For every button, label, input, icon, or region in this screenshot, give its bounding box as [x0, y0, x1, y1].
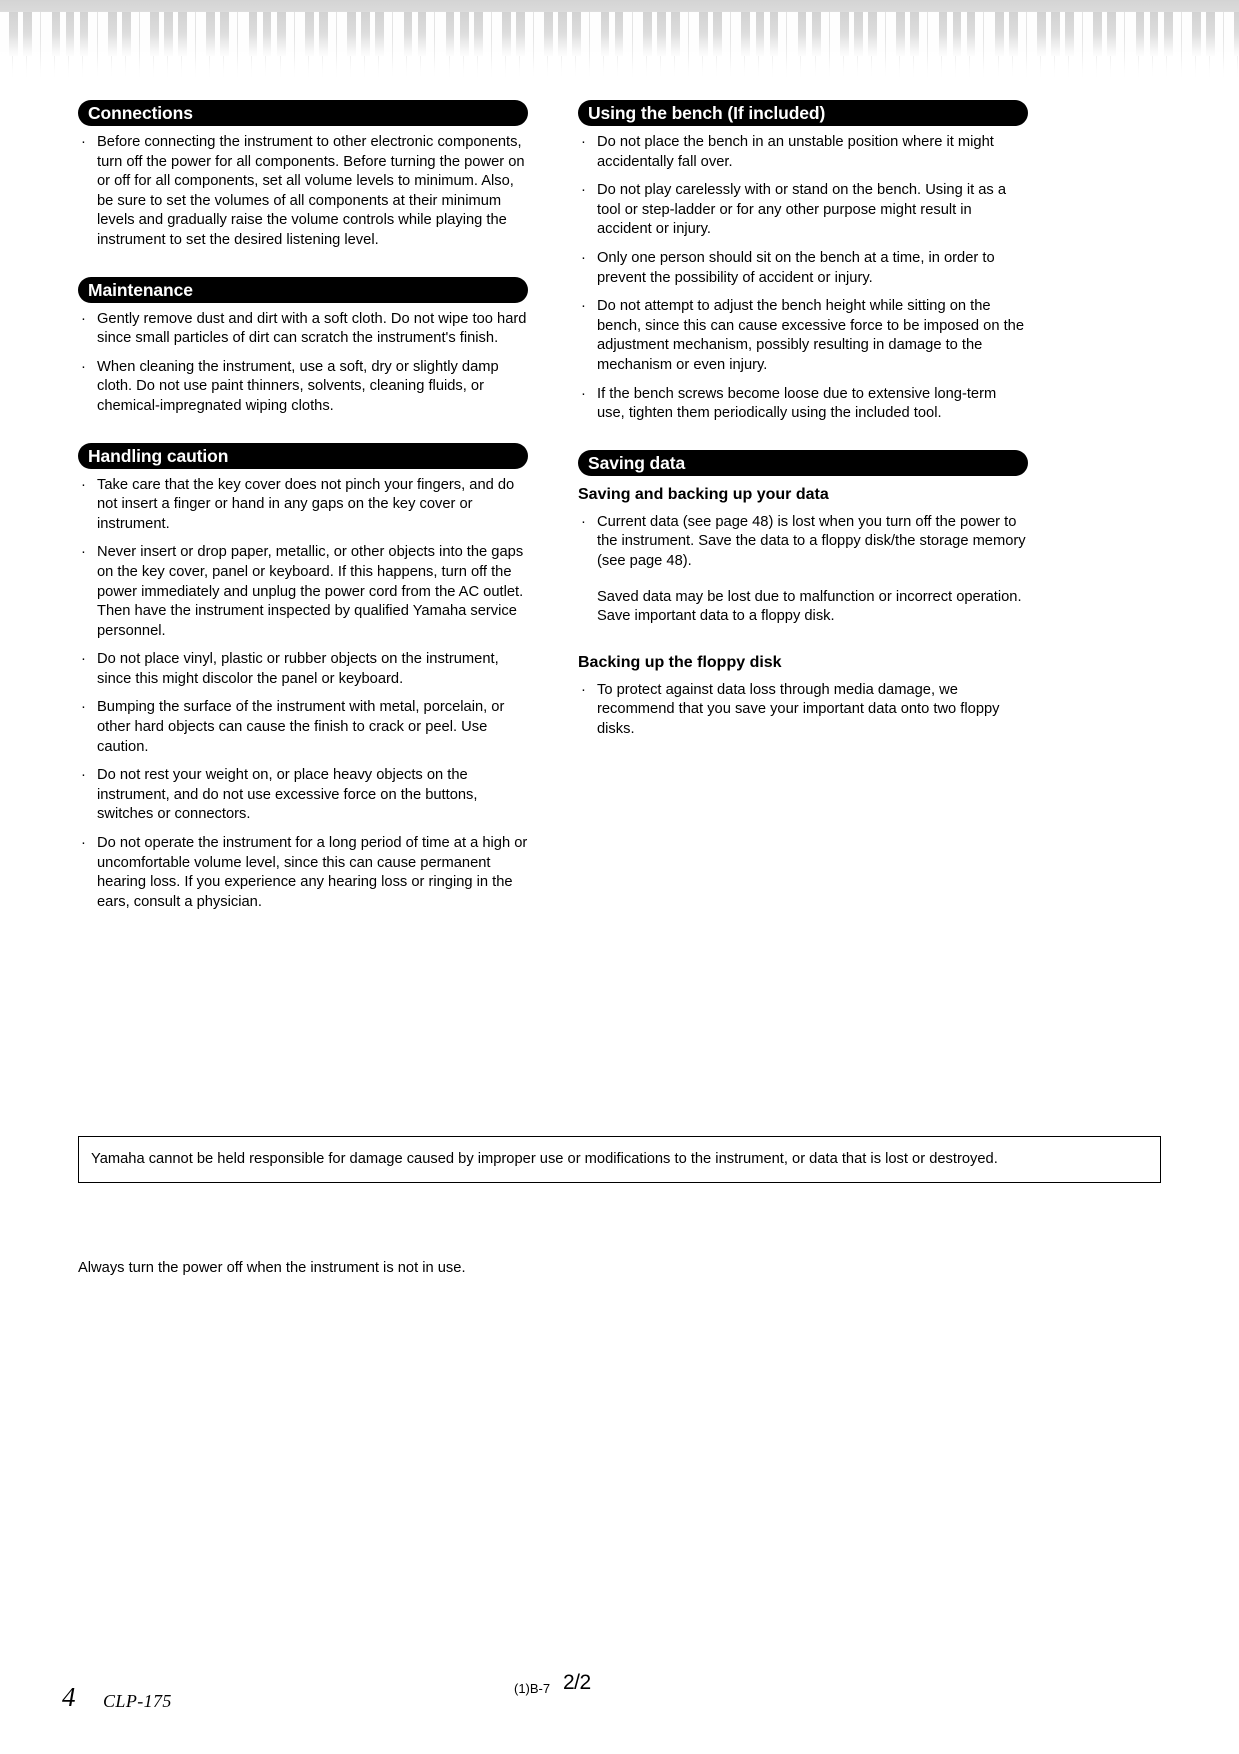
- keyboard-black-key: [615, 12, 624, 56]
- section-header-connections: Connections: [78, 100, 528, 126]
- disclaimer-text: Yamaha cannot be held responsible for damage caused by improper use or modifications to the instrument, or data that is lost or destroyed.: [91, 1151, 998, 1167]
- list-item: [78, 476, 528, 535]
- keyboard-black-key: [361, 12, 370, 56]
- keyboard-black-key: [52, 12, 61, 56]
- bullet-icon: ·: [81, 476, 86, 493]
- list-item-text: Do not play carelessly with or stand on the bench. Using it as a tool or step-ladder or for any other purpose might result in accident or injury.: [597, 182, 1007, 238]
- list-item-text: Before connecting the instrument to other electronic components, turn off the power for all components. Before turning the power on or off for all components, set all volume levels to minimum. Also, be sure to set the volumes of all components at their minimum levels and gradually raise the volume controls while playing the instrument to set the desired listening level.: [97, 134, 525, 248]
- list-item: [78, 310, 528, 349]
- list-item: [78, 698, 528, 757]
- keyboard-black-key: [756, 12, 765, 56]
- keyboard-black-key: [572, 12, 581, 56]
- bullet-icon: ·: [81, 835, 86, 852]
- keyboard-black-key: [66, 12, 75, 56]
- section-header-saving-data: Saving data: [578, 450, 1028, 476]
- list-item-text: To protect against data loss through media damage, we recommend that you save your important data onto two floppy disks.: [597, 681, 1000, 737]
- keyboard-black-key: [347, 12, 356, 56]
- keyboard-black-key: [150, 12, 159, 56]
- keyboard-black-key: [9, 12, 18, 56]
- list-item: [78, 834, 528, 912]
- keyboard-black-key: [798, 12, 807, 56]
- keyboard-black-key: [1037, 12, 1046, 56]
- keyboard-black-key: [671, 12, 680, 56]
- keyboard-top-rule: [0, 0, 1239, 11]
- list-item: [578, 249, 1028, 288]
- bullet-icon: ·: [581, 298, 586, 315]
- keyboard-black-key: [1164, 12, 1173, 56]
- bullet-icon: ·: [81, 358, 86, 375]
- power-off-reminder: Always turn the power off when the instrument is not in use.: [78, 1260, 466, 1276]
- keyboard-black-key: [80, 12, 89, 56]
- keyboard-black-key: [1150, 12, 1159, 56]
- list-item: [78, 766, 528, 825]
- bullet-icon: ·: [81, 134, 86, 150]
- bullet-icon: ·: [581, 134, 586, 150]
- list-item-text: Do not operate the instrument for a long period of time at a high or uncomfortable volume level, since this can cause permanent hearing loss. If you experience any hearing loss or ringing in the ears, consult a physician.: [97, 835, 528, 910]
- keyboard-black-key: [178, 12, 187, 56]
- list-connections: [78, 133, 528, 251]
- keyboard-black-key: [1107, 12, 1116, 56]
- section-header-maintenance: Maintenance: [78, 277, 528, 303]
- keyboard-black-key: [277, 12, 286, 56]
- subsection-header-saving-and-backing-up: Saving and backing up your data: [578, 485, 829, 503]
- keyboard-black-key: [854, 12, 863, 56]
- section-spacer: [78, 417, 528, 443]
- keyboard-black-key: [122, 12, 131, 56]
- keyboard-black-key: [220, 12, 229, 56]
- list-item-text: Do not rest your weight on, or place heavy objects on the instrument, and do not use excessive force on the buttons, switches or connectors.: [97, 767, 478, 823]
- section-header-using-the-bench: Using the bench (If included): [578, 100, 1028, 126]
- left-column: [78, 100, 528, 912]
- bullet-icon: ·: [581, 249, 586, 266]
- list-item-text: Gently remove dust and dirt with a soft cloth. Do not wipe too hard since small particles of dirt can scratch the instrument's finish.: [97, 310, 527, 347]
- note-saving-data: Saved data may be lost due to malfunction or incorrect operation. Save important data to a floppy disk.: [597, 588, 1022, 625]
- list-item-text: Only one person should sit on the bench at a time, in order to prevent the possibility of accident or injury.: [597, 249, 995, 286]
- list-item: [78, 650, 528, 689]
- list-item-text: Do not place the bench in an unstable position where it might accidentally fall over.: [597, 134, 994, 170]
- bullet-icon: ·: [81, 651, 86, 668]
- keyboard-black-key: [544, 12, 553, 56]
- bullet-icon: ·: [81, 699, 86, 716]
- keyboard-black-key: [1234, 12, 1239, 56]
- list-backing-up-floppy-disk: [578, 681, 1028, 740]
- keyboard-black-key: [305, 12, 314, 56]
- list-item: [578, 133, 1028, 172]
- keyboard-black-key: [896, 12, 905, 56]
- keyboard-black-key: [558, 12, 567, 56]
- bullet-icon: ·: [581, 513, 586, 530]
- section-spacer: [578, 424, 1028, 450]
- keyboard-black-key: [263, 12, 272, 56]
- section-spacer: [78, 251, 528, 277]
- list-item-text: When cleaning the instrument, use a soft, dry or slightly damp cloth. Do not use paint thinners, solvents, cleaning fluids, or chemical-impregnated wiping cloths.: [97, 358, 499, 414]
- right-column: [578, 100, 1028, 739]
- section-header-handling-caution: Handling caution: [78, 443, 528, 469]
- list-item: [578, 297, 1028, 375]
- piano-keyboard-graphic: [0, 0, 1239, 78]
- keyboard-black-key: [840, 12, 849, 56]
- keyboard-black-key: [699, 12, 708, 56]
- keyboard-black-key: [1051, 12, 1060, 56]
- list-item: [578, 513, 1028, 572]
- keyboard-black-key: [995, 12, 1004, 56]
- keyboard-black-key: [770, 12, 779, 56]
- keyboard-black-key: [516, 12, 525, 56]
- list-using-the-bench: [578, 133, 1028, 424]
- keyboard-black-key: [375, 12, 384, 56]
- keyboard-black-key: [164, 12, 173, 56]
- footer-page-number: 4: [62, 1682, 76, 1712]
- list-item: [78, 133, 528, 251]
- keyboard-black-key: [418, 12, 427, 56]
- keyboard-black-keys: [0, 12, 1239, 56]
- footer-document-code: (1)B-7: [514, 1681, 551, 1696]
- keyboard-black-key: [910, 12, 919, 56]
- keyboard-black-key: [446, 12, 455, 56]
- keyboard-black-key: [1065, 12, 1074, 56]
- subsection-header-backing-up-floppy-disk: Backing up the floppy disk: [578, 653, 782, 671]
- list-item-text: Never insert or drop paper, metallic, or other objects into the gaps on the key cover, panel or keyboard. If this happens, turn off the power immediately and unplug the power cord from the AC outlet. Then have the instrument inspected by qualified Yamaha service personnel.: [97, 544, 524, 639]
- keyboard-black-key: [1009, 12, 1018, 56]
- keyboard-black-key: [319, 12, 328, 56]
- keyboard-black-key: [868, 12, 877, 56]
- list-handling-caution: [78, 476, 528, 913]
- keyboard-black-key: [939, 12, 948, 56]
- keyboard-black-key: [249, 12, 258, 56]
- footer-model-name: CLP-175: [103, 1691, 172, 1711]
- keyboard-black-key: [601, 12, 610, 56]
- keyboard-black-key: [460, 12, 469, 56]
- keyboard-black-key: [1192, 12, 1201, 56]
- disclaimer-box: [78, 1136, 1161, 1183]
- bullet-icon: ·: [81, 767, 86, 784]
- keyboard-black-key: [404, 12, 413, 56]
- list-item-text: Bumping the surface of the instrument with metal, porcelain, or other hard objects can cause the finish to crack or peel. Use caution.: [97, 699, 505, 755]
- list-item: [578, 181, 1028, 240]
- list-item-text: Do not attempt to adjust the bench height while sitting on the bench, since this can cause excessive force to be imposed on the adjustment mechanism, possibly resulting in damage to the mechanism or even injury.: [597, 298, 1024, 373]
- list-item-text: Current data (see page 48) is lost when you turn off the power to the instrument. Save the data to a floppy disk/the storage memory (see page 48).: [597, 513, 1026, 569]
- keyboard-black-key: [23, 12, 32, 56]
- list-item: [78, 543, 528, 641]
- list-item-text: Take care that the key cover does not pinch your fingers, and do not insert a finger or hand in any gaps on the key cover or instrument.: [97, 476, 515, 532]
- keyboard-black-key: [741, 12, 750, 56]
- keyboard-black-key: [474, 12, 483, 56]
- bullet-icon: ·: [81, 544, 86, 561]
- keyboard-black-key: [108, 12, 117, 56]
- keyboard-black-key: [1206, 12, 1215, 56]
- keyboard-black-key: [812, 12, 821, 56]
- list-item-text: Do not place vinyl, plastic or rubber objects on the instrument, since this might discolor the panel or keyboard.: [97, 651, 499, 687]
- list-maintenance: [78, 310, 528, 417]
- bullet-icon: ·: [581, 385, 586, 402]
- bullet-icon: ·: [81, 310, 86, 327]
- keyboard-black-key: [643, 12, 652, 56]
- keyboard-black-key: [502, 12, 511, 56]
- keyboard-black-key: [657, 12, 666, 56]
- bullet-icon: ·: [581, 182, 586, 199]
- footer-sheet-number: 2/2: [563, 1671, 591, 1694]
- keyboard-black-key: [713, 12, 722, 56]
- bullet-icon: ·: [581, 681, 586, 698]
- list-item: [78, 358, 528, 417]
- list-item: [578, 681, 1028, 740]
- keyboard-black-key: [953, 12, 962, 56]
- keyboard-black-key: [967, 12, 976, 56]
- list-item-text: If the bench screws become loose due to extensive long-term use, tighten them periodically using the included tool.: [597, 385, 997, 422]
- list-saving-and-backing-up: [578, 513, 1028, 572]
- list-item: [578, 385, 1028, 424]
- keyboard-black-key: [1093, 12, 1102, 56]
- keyboard-black-key: [1136, 12, 1145, 56]
- keyboard-black-key: [206, 12, 215, 56]
